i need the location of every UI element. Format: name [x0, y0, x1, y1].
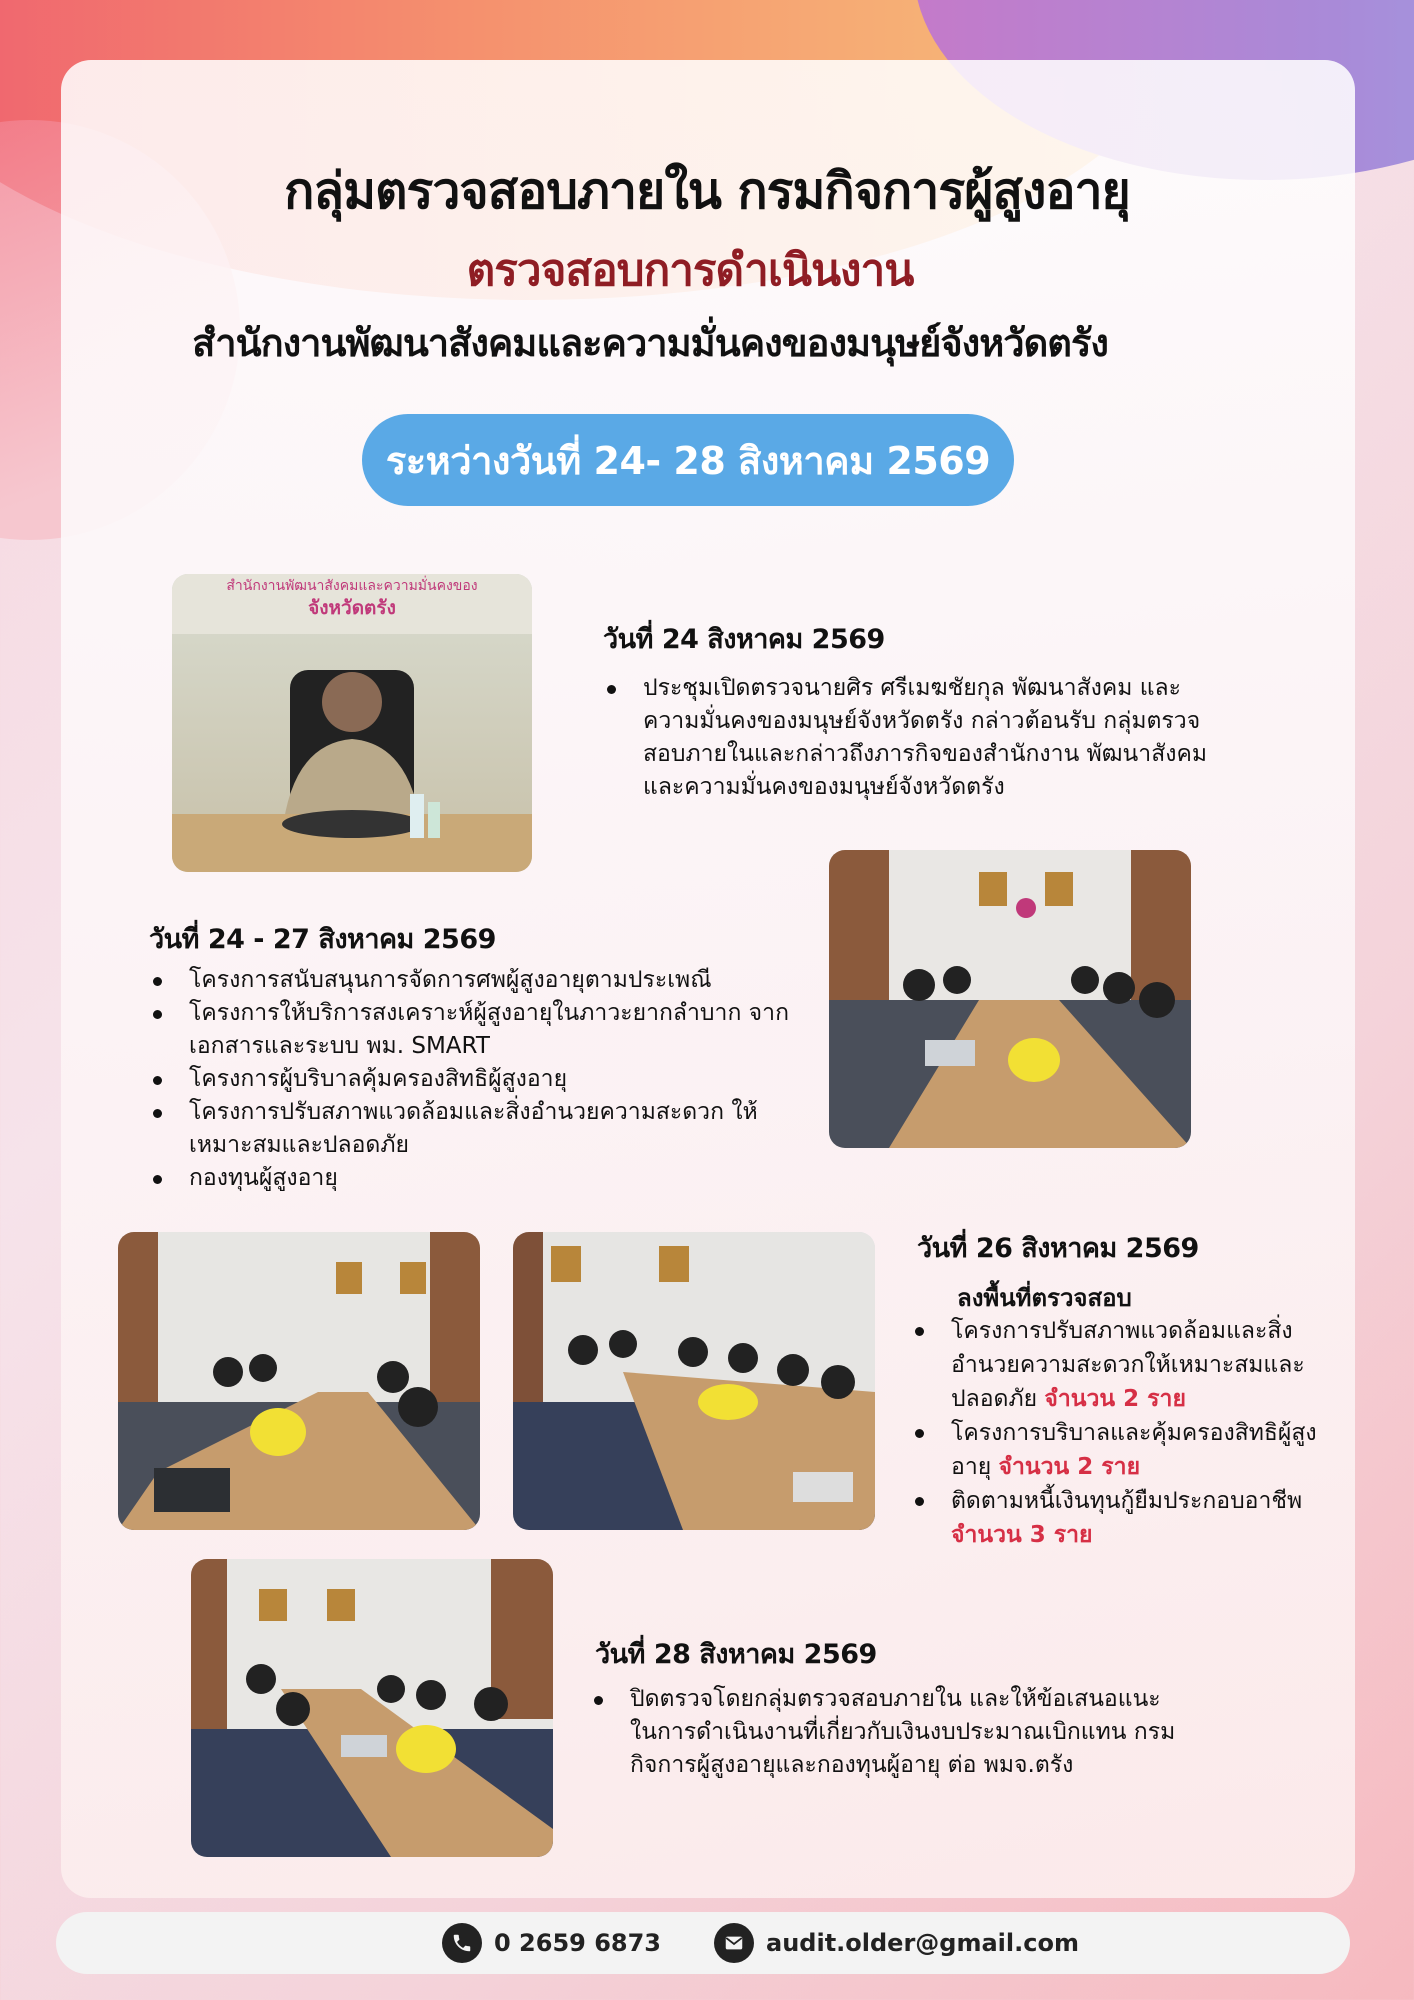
section-date: วันที่ 24 สิงหาคม 2569	[603, 624, 885, 655]
list-item	[911, 1416, 1351, 1484]
footer-email[interactable]	[714, 1917, 1079, 1969]
section-list	[911, 1314, 1351, 1552]
list-item	[911, 1484, 1351, 1552]
section-date: วันที่ 28 สิงหาคม 2569	[595, 1639, 877, 1670]
list-item: โครงการปรับสภาพแวดล้อมและสิ่งอำนวยความสะดวก ให้เหมาะสมและปลอดภัย	[149, 1096, 809, 1162]
page-title: กลุ่มตรวจสอบภายใน กรมกิจการผู้สูงอายุ	[284, 162, 1130, 220]
footer-phone[interactable]	[442, 1917, 661, 1969]
list-item: โครงการสนับสนุนการจัดการศพผู้สูงอายุตามประเพณี	[149, 964, 809, 997]
section-date: วันที่ 24 - 27 สิงหาคม 2569	[149, 924, 496, 955]
photo-official-opening	[172, 574, 532, 872]
section-list	[590, 1683, 1190, 1782]
mail-icon	[714, 1923, 754, 1963]
item-text: ติดตามหนี้เงินทุนกู้ยืมประกอบอาชีพ	[951, 1488, 1303, 1514]
list-item: โครงการให้บริการสงเคราะห์ผู้สูงอายุในภาวะยากลำบาก จากเอกสารและระบบ พม. SMART	[149, 997, 809, 1063]
item-text: โครงการปรับสภาพแวดล้อมและสิ่งอำนวยความสะดวกให้เหมาะสมและปลอดภัย	[951, 1318, 1305, 1412]
page-subtitle: ตรวจสอบการดำเนินงาน	[466, 245, 914, 296]
photo-meeting-room	[829, 850, 1191, 1148]
email-address: audit.older@gmail.com	[766, 1929, 1079, 1957]
item-count: จำนวน 3 ราย	[951, 1522, 1093, 1548]
item-text: โครงการบริบาลและคุ้มครองสิทธิผู้สูงอายุ	[951, 1420, 1317, 1480]
sign-text: จังหวัดตรัง	[308, 597, 396, 619]
section-subhead: ลงพื้นที่ตรวจสอบ	[957, 1284, 1132, 1312]
list-item: กองทุนผู้สูงอายุ	[149, 1162, 809, 1195]
office-name: สำนักงานพัฒนาสังคมและความมั่นคงของมนุษย์จังหวัดตรัง	[192, 321, 1108, 365]
phone-number: 0 2659 6873	[494, 1929, 662, 1957]
list-item: ปิดตรวจโดยกลุ่มตรวจสอบภายใน และให้ข้อเสนอแนะ ในการดำเนินงานที่เกี่ยวกับเงินงบประมาณเบิกแทน กรมกิจการผู้สูงอายุและกองทุนผู้อายุ ต่อ พมจ.ตรัง	[590, 1683, 1190, 1782]
sign-text: สำนักงานพัฒนาสังคมและความมั่นคงของ	[226, 578, 478, 594]
list-item: ประชุมเปิดตรวจนายศิร ศรีเมฆชัยกุล พัฒนาสังคม และความมั่นคงของมนุษย์จังหวัดตรัง กล่าวต้อนรับ กลุ่มตรวจสอบภายในและกล่าวถึงภารกิจของสำนักงาน พัฒนาสังคมและความมั่นคงของมนุษย์จังหวัดตรัง	[603, 672, 1223, 804]
photo-audit-session	[118, 1232, 480, 1530]
period-badge: ระหว่างวันที่ 24- 28 สิงหาคม 2569	[362, 414, 1014, 506]
footer-bar	[56, 1912, 1350, 1974]
photo-closing-meeting	[191, 1559, 553, 1857]
section-date: วันที่ 26 สิงหาคม 2569	[917, 1233, 1199, 1264]
phone-icon	[442, 1923, 482, 1963]
item-count: จำนวน 2 ราย	[1044, 1386, 1186, 1412]
list-item: โครงการผู้บริบาลคุ้มครองสิทธิผู้สูงอายุ	[149, 1063, 809, 1096]
photo-audit-team	[513, 1232, 875, 1530]
section-list	[149, 964, 809, 1195]
item-count: จำนวน 2 ราย	[998, 1454, 1141, 1480]
list-item	[911, 1314, 1351, 1416]
section-list	[603, 672, 1223, 804]
